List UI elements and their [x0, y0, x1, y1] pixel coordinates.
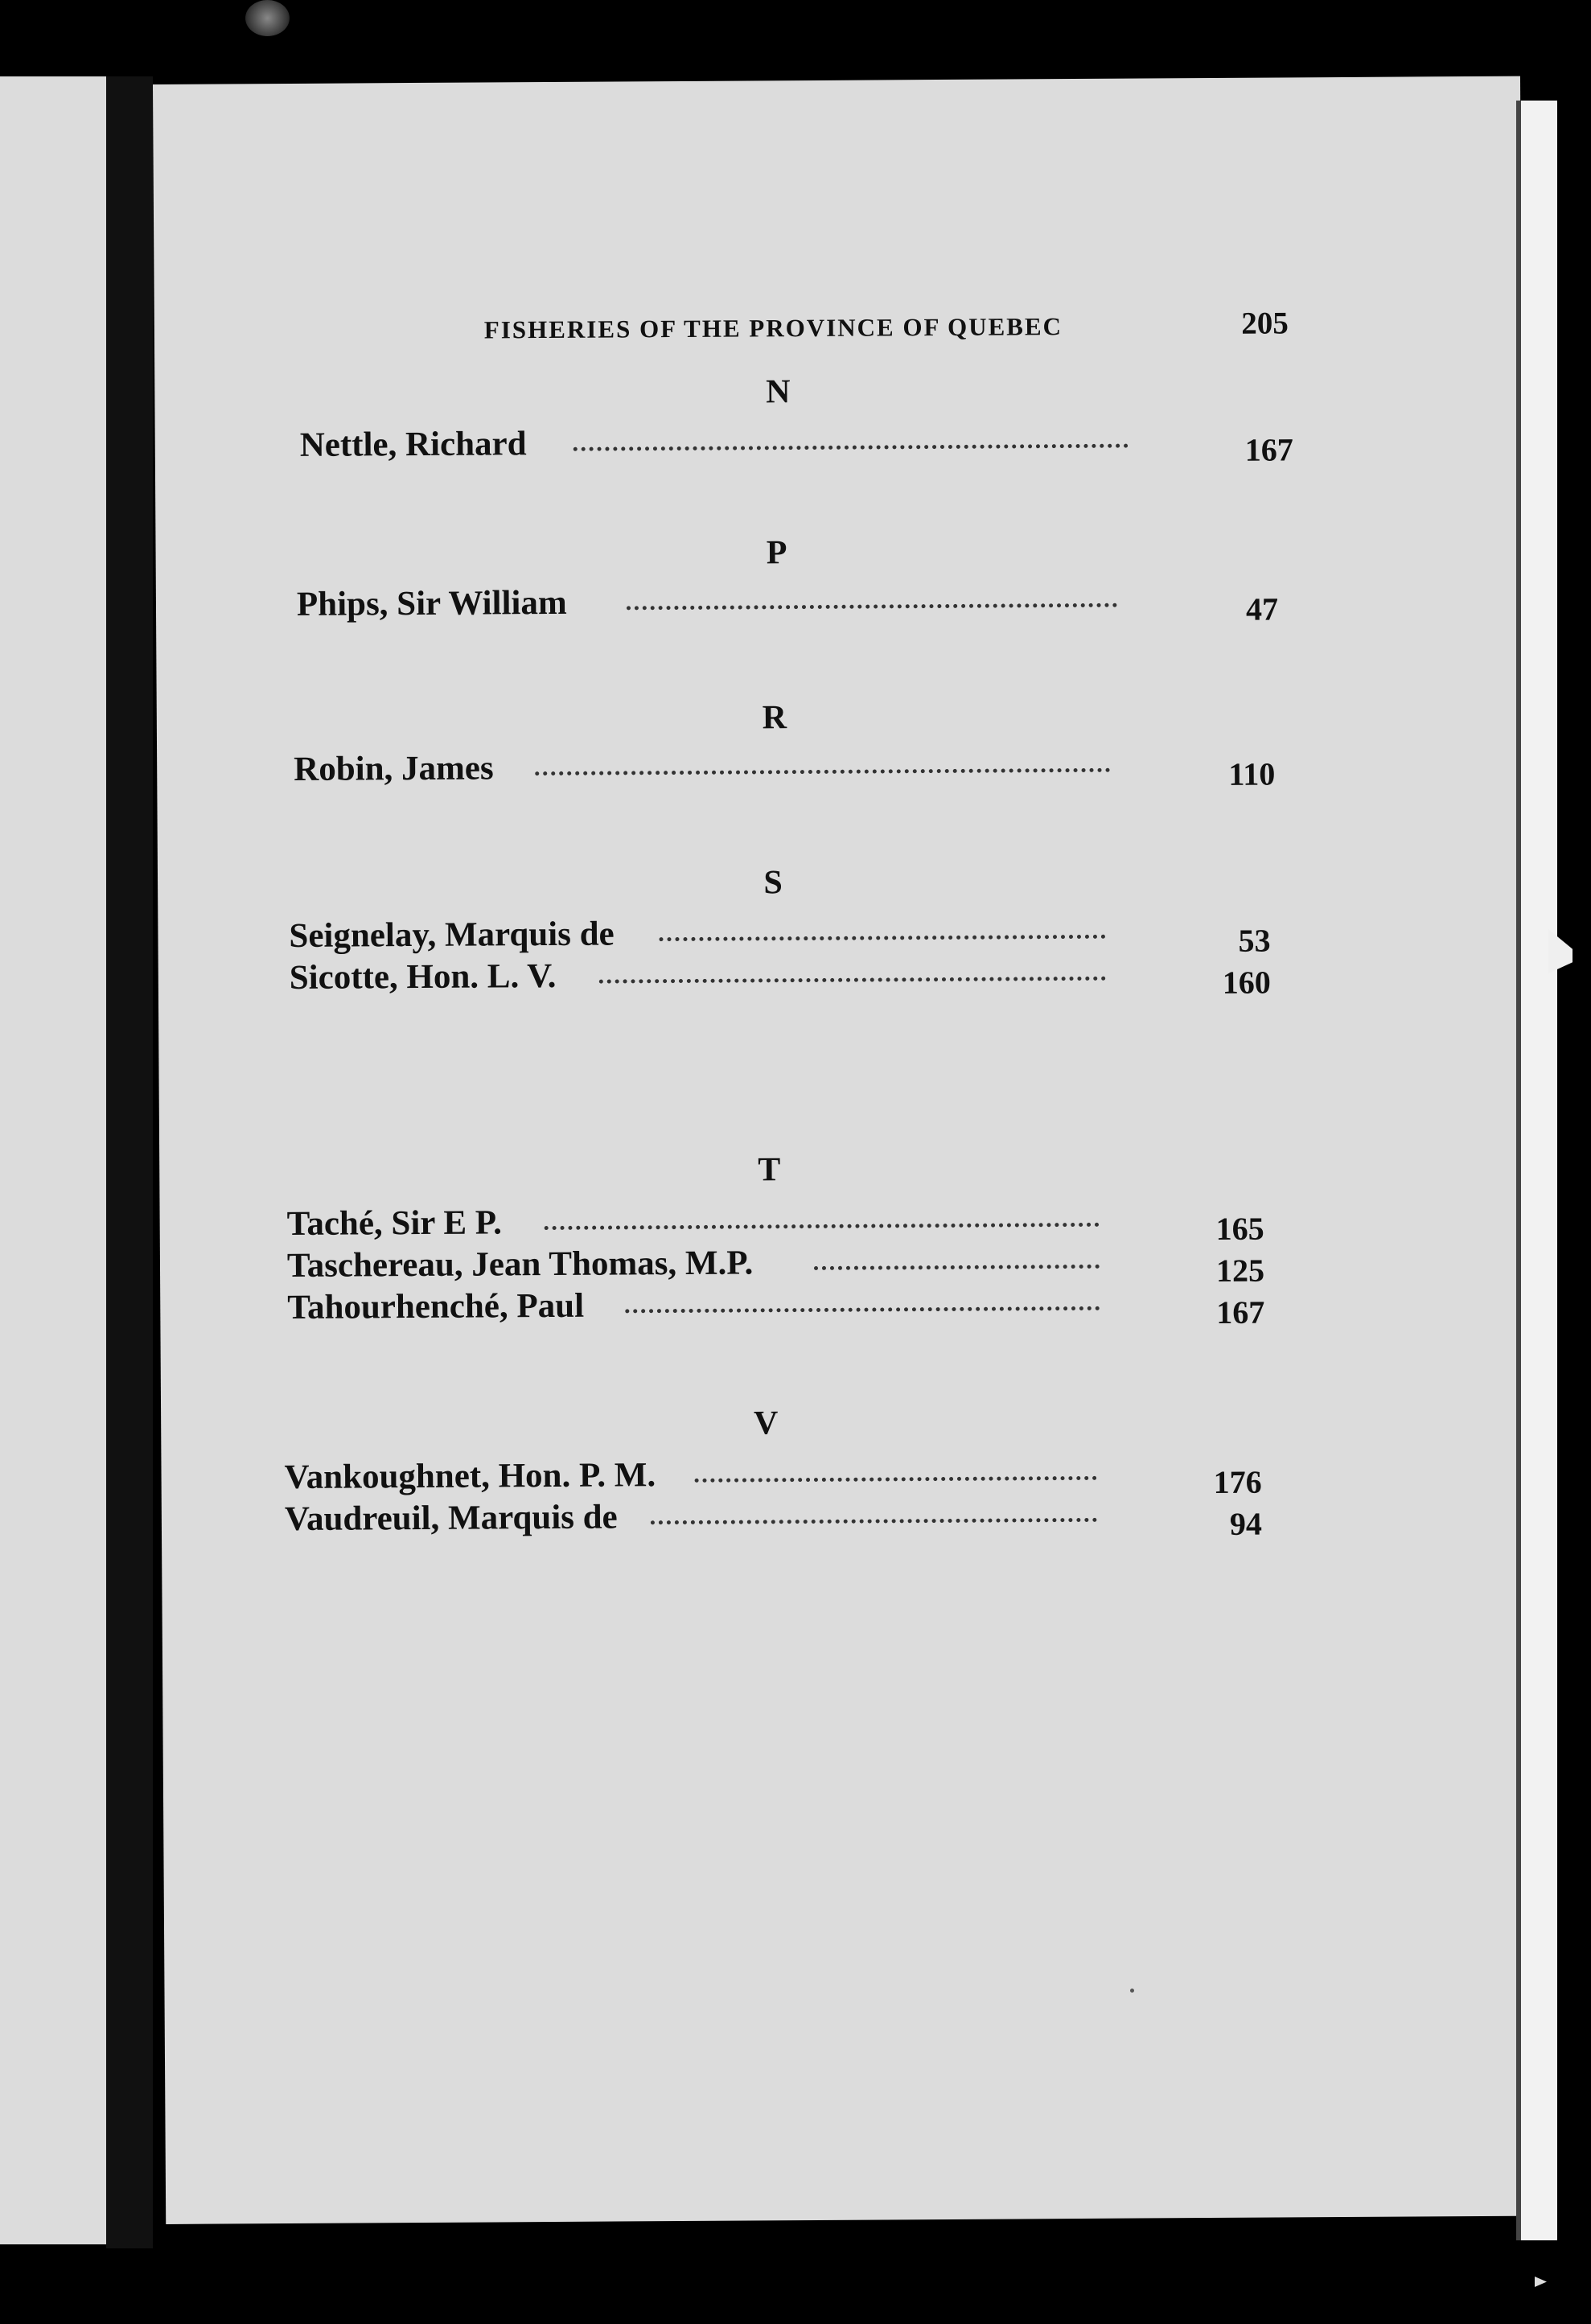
scan-speck: [1130, 1989, 1134, 1993]
entry-name: Taschereau, Jean Thomas, M.P.: [286, 1244, 754, 1285]
running-head-title: FISHERIES OF THE PROVINCE OF QUEBEC: [483, 312, 1063, 344]
entry-page-number: 125: [1215, 1252, 1265, 1289]
entry-name: Nettle, Richard: [299, 425, 527, 464]
entry-page-number: 176: [1213, 1463, 1262, 1500]
page-edge-marker: [1548, 929, 1572, 973]
dot-leader: [627, 603, 1117, 612]
section-letter-r: R: [762, 699, 787, 737]
right-page-edge: [1516, 101, 1557, 2240]
dot-leader: [535, 768, 1110, 777]
section-letter-s: S: [763, 864, 783, 902]
dot-leader: [814, 1265, 1100, 1272]
entry-page-number: 167: [1244, 431, 1293, 468]
index-entry: [294, 743, 1287, 794]
section-letter-n: N: [766, 373, 791, 411]
dot-leader: [574, 444, 1128, 453]
dot-leader: [625, 1306, 1100, 1315]
book-gutter: [106, 76, 153, 2248]
index-entry: [287, 1281, 1285, 1332]
page-number: 205: [1241, 306, 1289, 341]
scan-corner-marker: [1535, 2277, 1547, 2287]
index-entry: [285, 1493, 1286, 1544]
entry-page-number: 110: [1228, 755, 1276, 792]
entry-page-number: 47: [1245, 590, 1279, 627]
dot-leader: [651, 1518, 1097, 1526]
entry-page-number: 94: [1229, 1505, 1263, 1542]
entry-name: Phips, Sir William: [296, 583, 567, 623]
index-entry: [297, 578, 1290, 629]
entry-page-number: 165: [1215, 1210, 1264, 1247]
dot-leader: [695, 1476, 1097, 1484]
scan-artifact: [245, 0, 290, 36]
index-entry: [290, 952, 1287, 1002]
index-entry: [300, 419, 1293, 470]
section-letter-p: P: [766, 534, 787, 572]
entry-name: Seignelay, Marquis de: [289, 915, 615, 955]
entry-page-number: 160: [1222, 964, 1271, 1001]
entry-name: Robin, James: [294, 749, 494, 788]
entry-name: Sicotte, Hon. L. V.: [289, 956, 557, 997]
dot-leader: [599, 977, 1106, 985]
dot-leader: [659, 935, 1105, 943]
entry-page-number: 53: [1238, 922, 1271, 959]
entry-name: Tahourhenché, Paul: [287, 1286, 585, 1327]
entry-page-number: 167: [1216, 1294, 1265, 1331]
entry-name: Vaudreuil, Marquis de: [284, 1498, 618, 1539]
section-letter-t: T: [758, 1151, 781, 1189]
dot-leader: [545, 1223, 1100, 1232]
section-letter-v: V: [753, 1405, 779, 1442]
entry-name: Vankoughnet, Hon. P. M.: [284, 1456, 656, 1497]
index-page: [153, 76, 1533, 2224]
entry-name: Taché, Sir E P.: [286, 1203, 503, 1244]
